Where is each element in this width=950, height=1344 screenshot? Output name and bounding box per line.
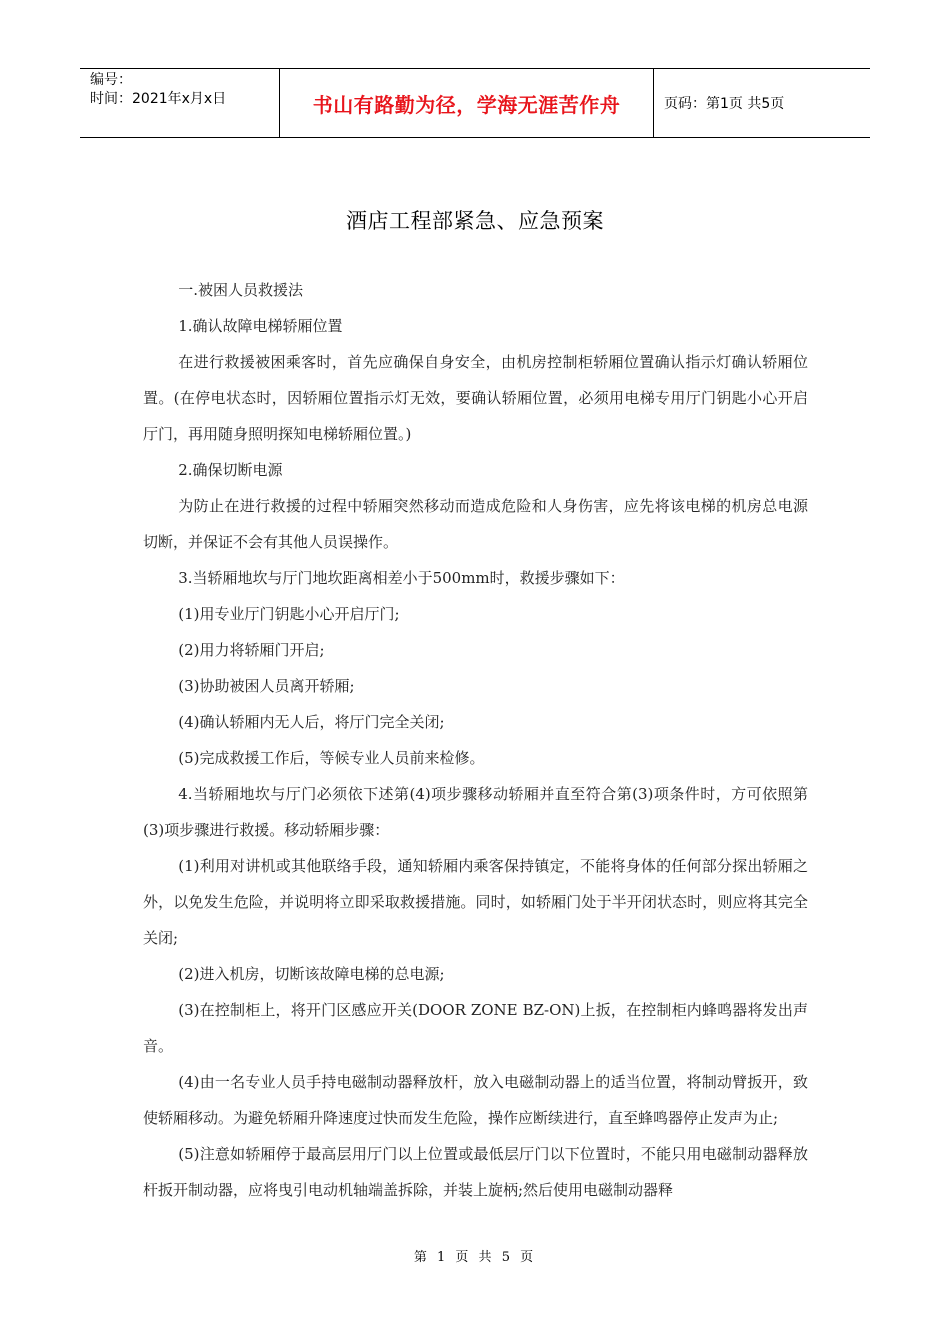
paragraph: (2)进入机房，切断该故障电梯的总电源; [178,965,445,983]
time-label: 时间：2021年x月x日 [90,91,227,107]
paragraph: (1)用专业厅门钥匙小心开启厅门; [178,605,400,623]
header-page-label: 页码：第1页 共5页 [664,96,785,112]
header-meta [80,69,280,137]
paragraph: (5)完成救援工作后，等候专业人员前来检修。 [178,749,485,767]
page-footer: 第 1 页 共 5 页 [413,1250,537,1265]
paragraph: 2.确保切断电源 [178,461,283,479]
paragraph: 3.当轿厢地坎与厅门地坎距离相差小于500mm时，救援步骤如下： [178,569,625,587]
paragraph: (4)由一名专业人员手持电磁制动器释放杆，放入电磁制动器上的适当位置，将制动臂扳开，致使轿厢移动。为避免轿厢升降速度过快而发生危险，操作应断续进行，直至蜂鸣器停止发声为止; [143,1073,808,1127]
paragraph: (4)确认轿厢内无人后，将厅门完全关闭; [178,713,445,731]
header-motto: 书山有路勤为径，学海无涯苦作舟 [280,69,654,137]
paragraph: 1.确认故障电梯轿厢位置 [178,317,343,335]
paragraph: (5)注意如轿厢停于最高层用厅门以上位置或最低层厅门以下位置时，不能只用电磁制动器释放杆扳开制动器，应将曳引电动机轴端盖拆除，并装上旋柄;然后使用电磁制动器释 [143,1145,808,1199]
document-title: 酒店工程部紧急、应急预案 [346,209,604,233]
number-label: 编号： [90,72,132,88]
paragraph: (2)用力将轿厢门开启; [178,641,325,659]
paragraph: (3)在控制柜上，将开门区感应开关(DOOR ZONE BZ-ON)上扳，在控制柜内蜂鸣器将发出声音。 [143,1001,808,1055]
paragraph: (3)协助被困人员离开轿厢; [178,677,355,695]
document-body [143,272,808,1208]
paragraph: (1)利用对讲机或其他联络手段，通知轿厢内乘客保持镇定，不能将身体的任何部分探出轿厢之外，以免发生危险，并说明将立即采取救援措施。同时，如轿厢门处于半开闭状态时，则应将其完全关闭; [143,857,808,947]
paragraph: 在进行救援被困乘客时，首先应确保自身安全，由机房控制柜轿厢位置确认指示灯确认轿厢位置。(在停电状态时，因轿厢位置指示灯无效，要确认轿厢位置，必须用电梯专用厅门钥匙小心开启厅门，再用随身照明探知电梯轿厢位置。) [143,353,808,443]
header-table [80,68,870,138]
paragraph: 4.当轿厢地坎与厅门必须依下述第(4)项步骤移动轿厢并直至符合第(3)项条件时，方可依照第(3)项步骤进行救援。移动轿厢步骤： [143,785,808,839]
paragraph: 一.被困人员救援法 [178,281,304,299]
paragraph: 为防止在进行救援的过程中轿厢突然移动而造成危险和人身伤害，应先将该电梯的机房总电源切断，并保证不会有其他人员误操作。 [143,497,808,551]
